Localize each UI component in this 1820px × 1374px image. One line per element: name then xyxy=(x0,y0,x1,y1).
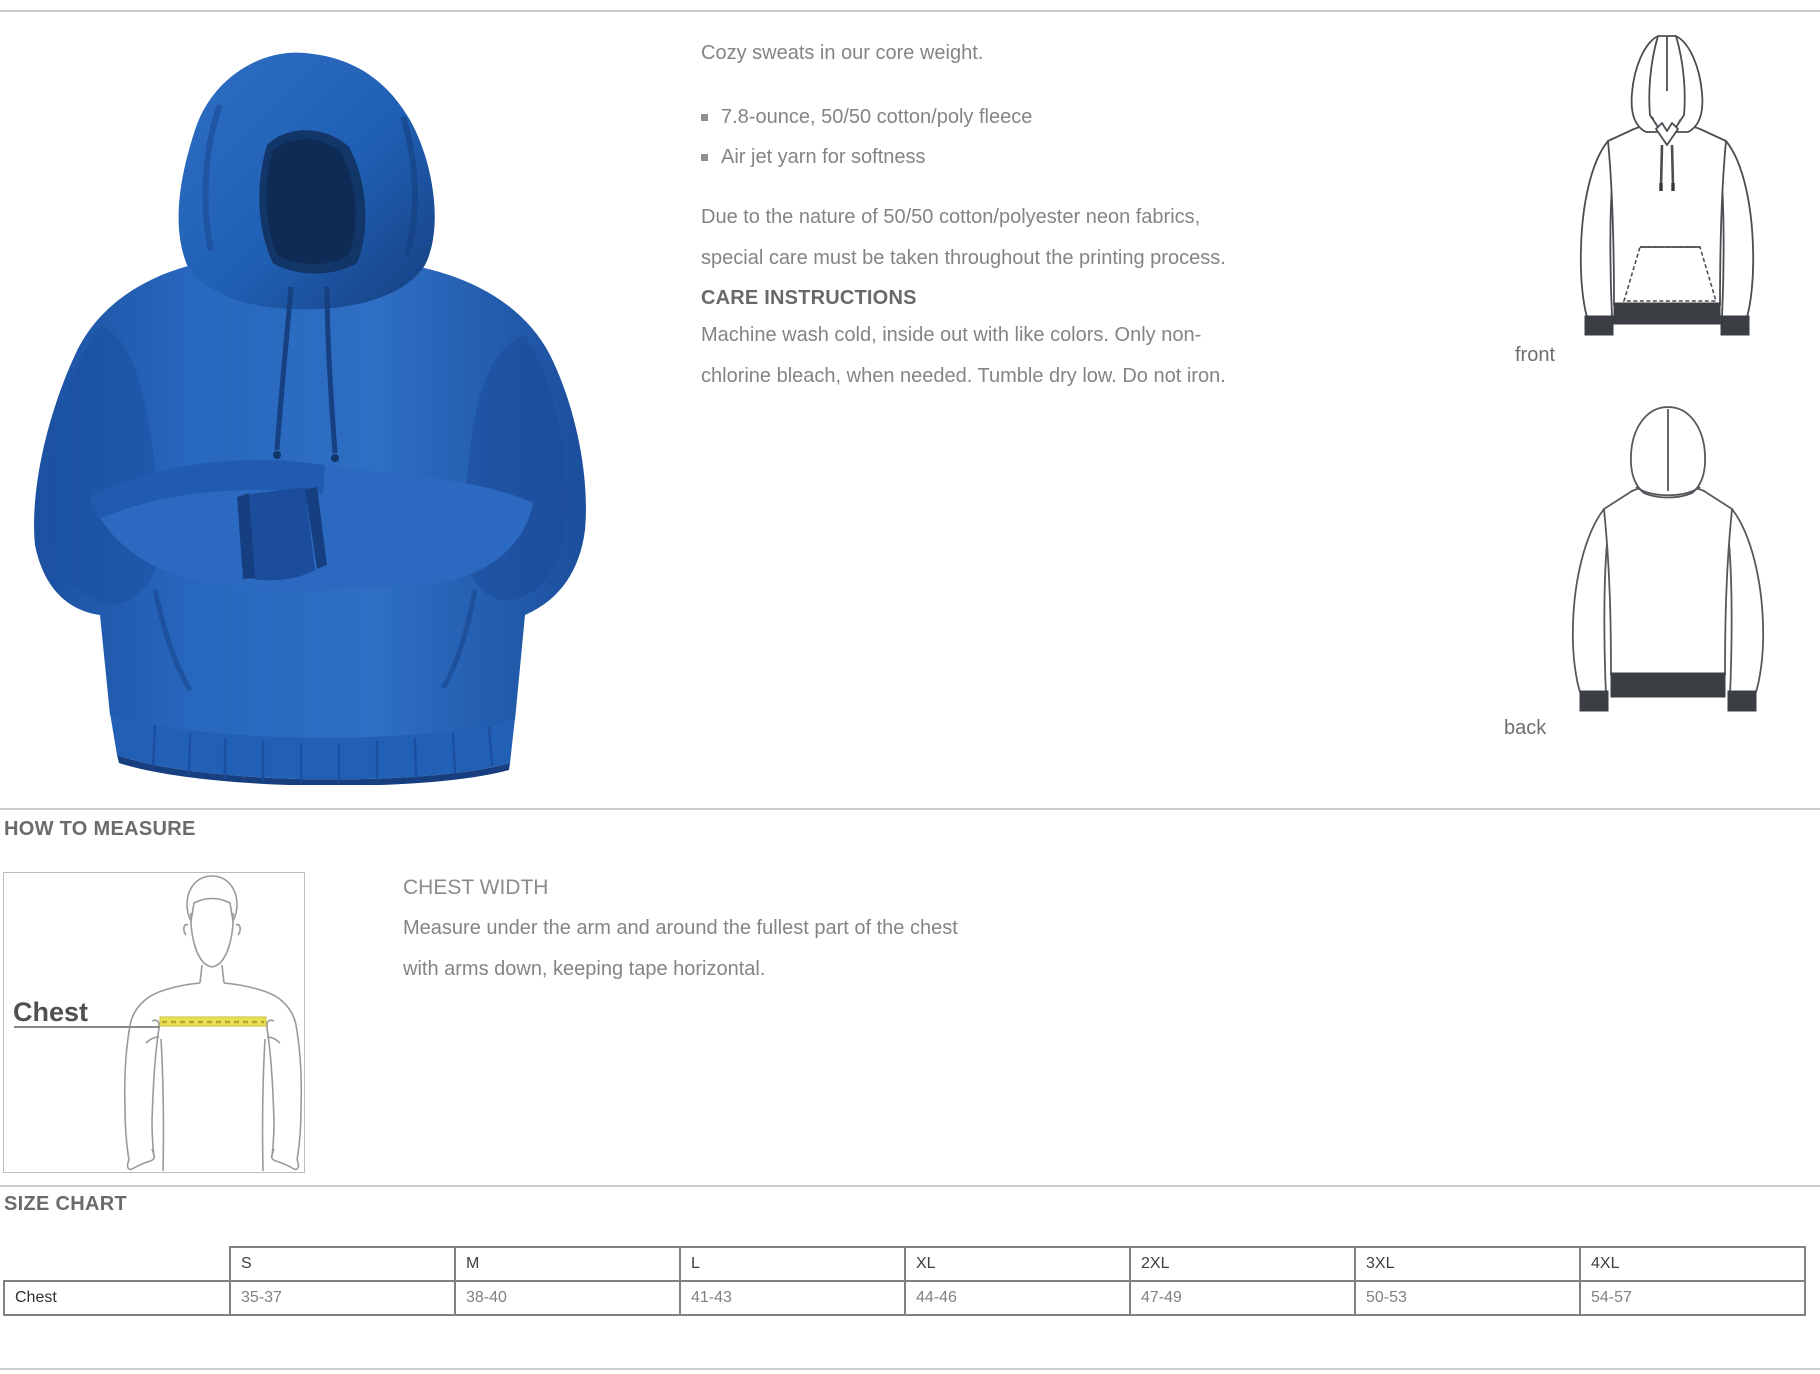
feature-bullet-2-text: Air jet yarn for softness xyxy=(721,146,926,168)
care-instructions-heading: CARE INSTRUCTIONS xyxy=(701,287,917,309)
chest-value-xl: 44-46 xyxy=(905,1281,1130,1315)
size-column-header-3xl: 3XL xyxy=(1355,1247,1580,1281)
blue-hoodie-illustration xyxy=(5,25,625,785)
chest-width-title: CHEST WIDTH xyxy=(403,876,549,899)
fabric-note-line-2: special care must be taken throughout the printing process. xyxy=(701,247,1226,269)
how-to-measure-heading: HOW TO MEASURE xyxy=(4,818,196,840)
feature-bullet-2 xyxy=(701,146,926,169)
chest-value-4xl: 54-57 xyxy=(1580,1281,1805,1315)
feature-bullet-1 xyxy=(701,106,1032,129)
size-column-header-xl: XL xyxy=(905,1247,1130,1281)
chest-figure-label: Chest xyxy=(13,997,89,1027)
care-line-1: Machine wash cold, inside out with like colors. Only non- xyxy=(701,324,1202,346)
size-chart-table xyxy=(3,1246,1806,1316)
measure-instruction-line-2: with arms down, keeping tape horizontal. xyxy=(403,958,766,980)
size-chart-heading: SIZE CHART xyxy=(4,1193,127,1215)
section-divider xyxy=(0,808,1820,810)
measure-instruction-line-1: Measure under the arm and around the fullest part of the chest xyxy=(403,917,958,939)
bottom-divider xyxy=(0,1368,1820,1370)
back-view-label: back xyxy=(1504,717,1547,739)
section-divider xyxy=(0,1185,1820,1187)
care-line-2: chlorine bleach, when needed. Tumble dry low. Do not iron. xyxy=(701,365,1226,387)
size-chart-chest-row xyxy=(4,1281,1805,1315)
chest-value-s: 35-37 xyxy=(230,1281,455,1315)
size-column-header-l: L xyxy=(680,1247,905,1281)
fabric-note-line-1: Due to the nature of 50/50 cotton/polyester neon fabrics, xyxy=(701,206,1201,228)
front-view-label: front xyxy=(1515,344,1556,366)
size-chart-header-row xyxy=(4,1247,1805,1281)
feature-bullet-1-text: 7.8-ounce, 50/50 cotton/poly fleece xyxy=(721,106,1033,128)
top-divider xyxy=(0,10,1820,12)
size-column-header-2xl: 2XL xyxy=(1130,1247,1355,1281)
size-chart-blank-cell xyxy=(4,1247,230,1281)
chest-value-2xl: 47-49 xyxy=(1130,1281,1355,1315)
hoodie-back-line-drawing xyxy=(1570,403,1766,713)
product-intro-text: Cozy sweats in our core weight. xyxy=(701,42,984,64)
hoodie-front-line-drawing xyxy=(1578,33,1756,336)
size-column-header-s: S xyxy=(230,1247,455,1281)
chest-row-label: Chest xyxy=(4,1281,230,1315)
measure-figure-box xyxy=(3,872,305,1173)
chest-value-3xl: 50-53 xyxy=(1355,1281,1580,1315)
size-column-header-m: M xyxy=(455,1247,680,1281)
bullet-square-icon xyxy=(701,154,708,161)
chest-value-m: 38-40 xyxy=(455,1281,680,1315)
size-column-header-4xl: 4XL xyxy=(1580,1247,1805,1281)
chest-value-l: 41-43 xyxy=(680,1281,905,1315)
product-photo-blue-hoodie xyxy=(5,25,625,785)
bullet-square-icon xyxy=(701,114,708,121)
